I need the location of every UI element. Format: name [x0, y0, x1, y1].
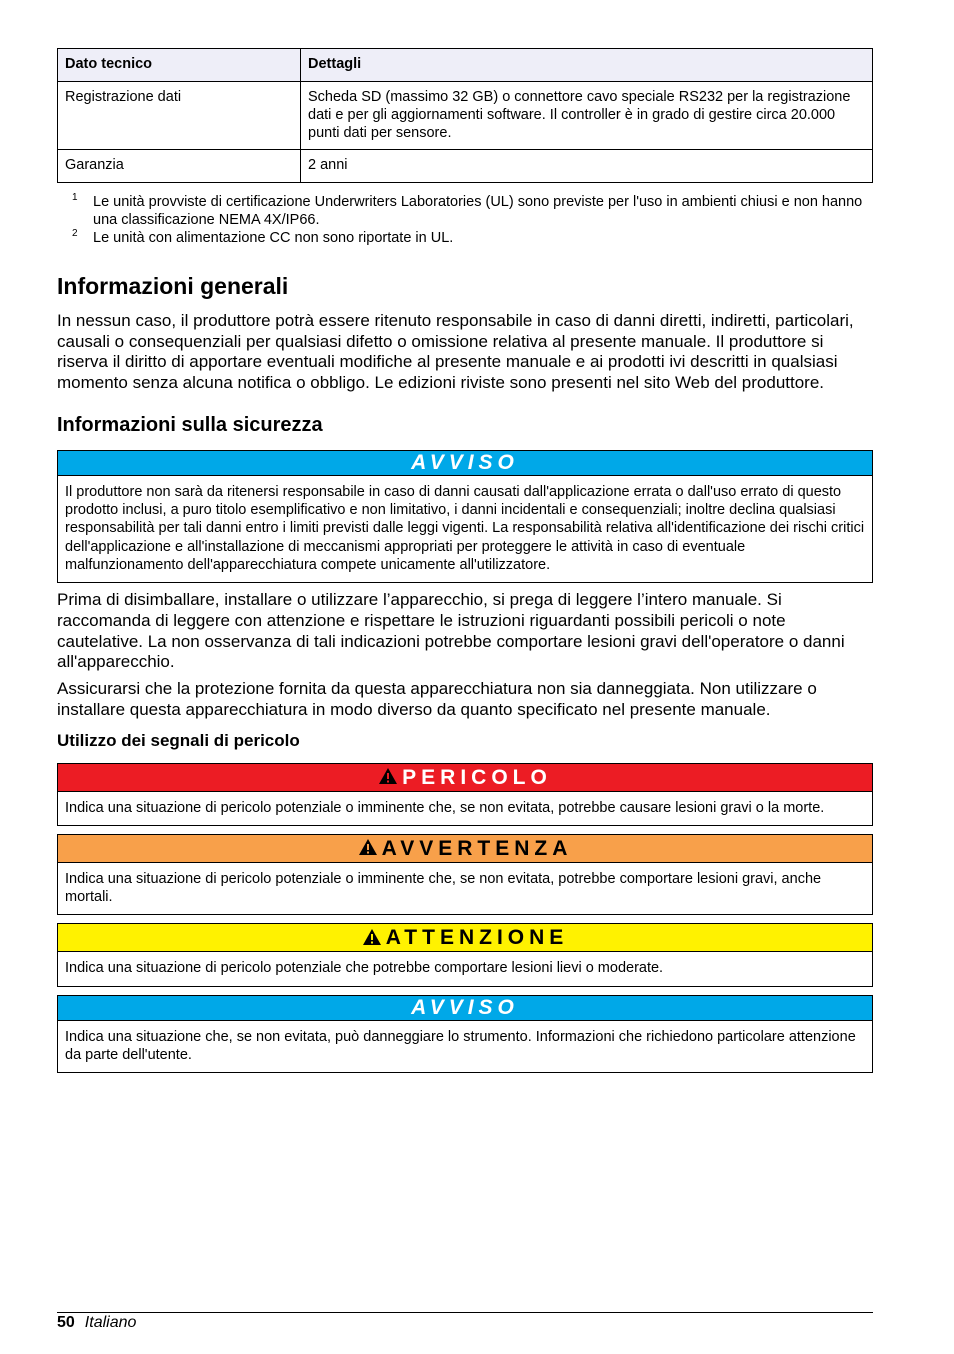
footnote-text: Le unità con alimentazione CC non sono riportate in UL.: [93, 230, 454, 246]
notice-box-signal-header: AVVISO: [58, 996, 872, 1021]
danger-box-label: PERICOLO: [402, 765, 552, 789]
footnote-text: Le unità provviste di certificazione Underwriters Laboratories (UL) sono previste per l'uso in ambienti chiusi e non hanno una classificazione NEMA 4X/IP66.: [93, 194, 863, 228]
warning-triangle-icon: [362, 928, 382, 946]
safety-paragraph-1: Prima di disimballare, installare o utilizzare l’apparecchio, si prega di leggere l’intero manuale. Si raccomanda di leggere con attenzione e rispettare le istruzioni riguardanti possibili pericoli o note cautelative. La non osservanza di tali indicazioni potrebbe comportare lesioni gravi dell'operatore o danni all'apparecchio.: [57, 590, 845, 672]
caution-box-label: ATTENZIONE: [385, 926, 569, 950]
caution-box-header: [58, 924, 872, 952]
table-cell: Garanzia: [58, 150, 301, 183]
page-content: [57, 48, 873, 1073]
table-cell: Scheda SD (massimo 32 GB) o connettore cavo speciale RS232 per la registrazione dati e per gli aggiornamenti software. Il controller è in grado di gestire circa 20.000 punti dati per sensore.: [301, 82, 873, 150]
warning-triangle-icon: [358, 838, 378, 856]
danger-box: [57, 763, 873, 826]
warning-triangle-icon: [378, 767, 398, 785]
footnote-mark: 2: [72, 228, 78, 239]
warning-box-label: AVVERTENZA: [381, 836, 573, 860]
general-paragraph: In nessun caso, il produttore potrà essere ritenuto responsabile in caso di danni diretti, indiretti, particolari, causali o consequenziali per qualsiasi difetto o omissione relativa al presente manuale. Il produttore si riserva il diritto di apportare eventuali modifiche al presente manuale e ai prodotti ivi descritti in qualsiasi momento senza alcuna notifica o obbligo. Le edizioni riviste sono presenti nel sito Web del produttore.: [57, 311, 854, 393]
notice-box-signal: [57, 995, 873, 1074]
notice-box-text: Il produttore non sarà da ritenersi responsabile in caso di danni causati dall'applicazione errata o dall'uso errato di questo prodotto inclusi, a puro titolo esemplificativo e non limitativo, i danni incidentali e consequenziali; inoltre declina qualsiasi responsabilità per tali danni entro i limiti previsti dalle leggi vigenti. La responsabilità relativa all'identificazione dei rischi critici dell'applicazione e all'installazione di meccanismi appropriati per proteggere le attività in caso di eventuale malfunzionamento dell'apparecchiatura compete unicamente all'utilizzatore.: [65, 483, 865, 573]
table-row: [58, 150, 873, 183]
table-header-row: [58, 49, 873, 82]
section-title-safety: Informazioni sulla sicurezza: [57, 413, 323, 436]
safety-paragraph-2: Assicurarsi che la protezione fornita da questa apparecchiatura non sia danneggiata. Non utilizzare o installare questa apparecchiatura in modo diverso da quanto specificato nel presente manuale.: [57, 679, 817, 719]
caution-box-text: Indica una situazione di pericolo potenziale che potrebbe comportare lesioni lievi o moderate.: [65, 960, 664, 977]
notice-box: [57, 450, 873, 583]
table-cell: 2 anni: [301, 150, 873, 183]
footer-language: Italiano: [84, 1314, 137, 1331]
spec-table: [57, 48, 873, 183]
page-number: 50: [57, 1314, 75, 1331]
table-header-cell: Dettagli: [301, 49, 873, 82]
danger-box-header: [58, 764, 872, 792]
table-cell: Registrazione dati: [58, 82, 301, 150]
caution-box: [57, 923, 873, 986]
notice-box-header: AVVISO: [58, 451, 872, 476]
page-footer: [57, 1312, 873, 1332]
section-title-general: Informazioni generali: [57, 273, 289, 299]
danger-box-text: Indica una situazione di pericolo potenziale o imminente che, se non evitata, potrebbe causare lesioni gravi o la morte.: [65, 799, 825, 816]
notice-box-signal-text: Indica una situazione che, se non evitata, può danneggiare lo strumento. Informazioni che richiedono particolare attenzione da parte dell'utente.: [65, 1028, 856, 1063]
warning-box-text: Indica una situazione di pericolo potenziale o imminente che, se non evitata, potrebbe comportare lesioni gravi, anche mortali.: [65, 870, 822, 906]
footnote-mark: 1: [72, 192, 78, 203]
footnote: [57, 229, 873, 247]
warning-box: [57, 834, 873, 916]
table-header-cell: Dato tecnico: [58, 49, 301, 82]
section-title-signals: Utilizzo dei segnali di pericolo: [57, 730, 300, 750]
footnotes: [57, 193, 873, 247]
table-row: [58, 82, 873, 150]
warning-box-header: [58, 835, 872, 863]
footnote: [57, 193, 873, 229]
